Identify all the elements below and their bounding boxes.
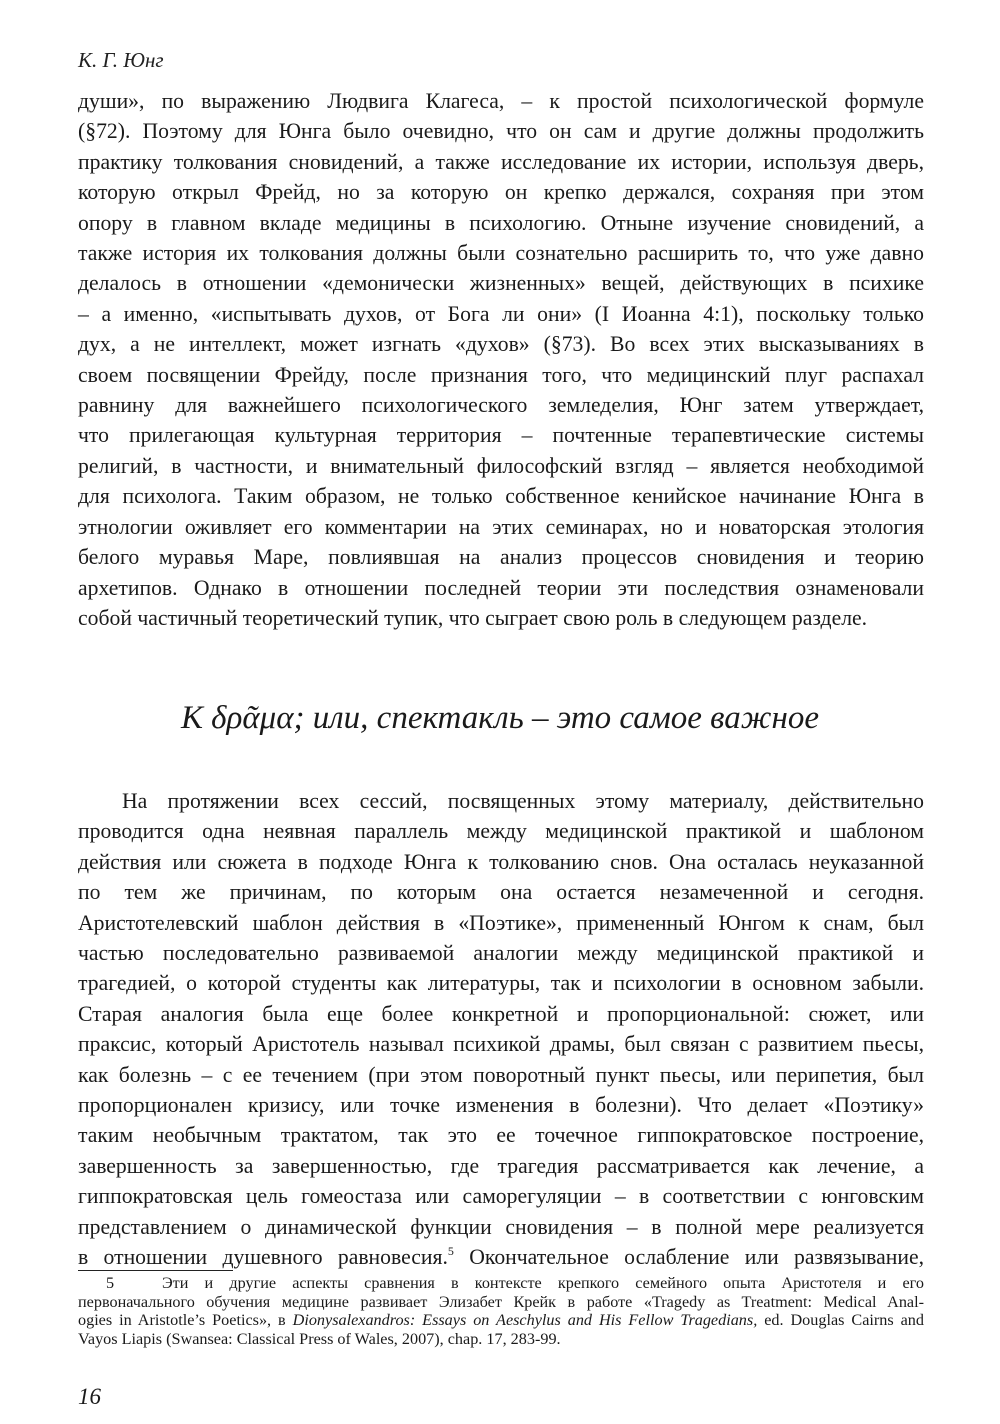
page-number: 16 xyxy=(78,1384,101,1409)
paragraph-2-line: На протяжении всех сессий, посвященных этому материалу, действительно xyxy=(122,789,924,813)
running-head: К. Г. Юнг xyxy=(78,48,164,72)
paragraph-2-line: по тем же причинам, по которым она остается незамеченной и сегодня. xyxy=(78,880,924,905)
footnote-reference[interactable]: 5 xyxy=(447,1244,454,1259)
paragraph-1-line: своем посвящении Фрейду, после признания того, что медицинский плуг распахал xyxy=(78,362,924,387)
footnote-text: Эти и другие аспекты сравнения в контексте крепкого семейного опыта Аристотеля и его xyxy=(162,1274,924,1292)
footnote-rule xyxy=(78,1270,233,1271)
paragraph-1-line: также история их толкования должны были сознательно расширить то, что уже давно xyxy=(78,241,924,266)
paragraph-1-line: которую открыл Фрейд, но за которую он крепко держался, сохраняя при этом xyxy=(78,180,924,205)
paragraph-2-line: как болезнь – с ее течением (при этом поворотный пункт пьесы, или перипетия, был xyxy=(78,1062,924,1087)
footnote-line xyxy=(78,1274,924,1293)
paragraph-2-line: гиппократовская цель гомеостаза или саморегуляции – в соответствии с юнговским xyxy=(78,1184,924,1209)
paragraph-1-line: этнологии оживляет его комментарии на этих семинарах, но и новаторская этология xyxy=(78,514,924,539)
paragraph-2-text: Окончательное ослабление или развязывание, xyxy=(453,1245,924,1270)
paragraph-1-line: белого муравья Маре, повлиявшая на анализ процессов сновидения и теорию xyxy=(78,545,924,570)
paragraph-1-line: архетипов. Однако в отношении последней теории эти последствия ознаменовали xyxy=(78,575,924,600)
paragraph-2-text: в отношении душевного равновесия. xyxy=(78,1245,448,1270)
paragraph-1-line: для психолога. Таким образом, не только собственное кенийское начинание Юнга в xyxy=(78,484,924,509)
paragraph-1 xyxy=(78,86,924,633)
paragraph-2-line: таким необычным трактатом, так это ее точечное гиппократовское построение, xyxy=(78,1123,924,1148)
footnote-text: ed. Douglas Cairns and xyxy=(757,1311,924,1330)
paragraph-1-line: дух, а не интеллект, может изгнать «духов» (§73). Во всех этих высказываниях в xyxy=(78,332,924,357)
paragraph-2-line: Аристотелевский шаблон действия в «Поэтике», примененный Юнгом к снам, был xyxy=(78,910,924,935)
paragraph-2-line: частью последовательно развиваемой аналогии между медицинской практикой и xyxy=(78,941,924,966)
footnote-book-title: Dionysalexandros: Essays on Aeschylus and His Fellow Tragedians, xyxy=(292,1311,758,1330)
paragraph-2-line: действия или сюжета в подходе Юнга к толкованию снов. Она осталась неуказанной xyxy=(78,849,924,874)
footnote-number: 5 xyxy=(106,1274,115,1292)
paragraph-1-line: что прилегающая культурная территория – почтенные терапевтические системы xyxy=(78,423,924,448)
paragraph-2 xyxy=(78,786,924,1273)
paragraph-1-line: собой частичный теоретический тупик, что сыграет свою роль в следующем разделе. xyxy=(78,605,868,630)
paragraph-2-line: Старая аналогия была еще более конкретной и пропорциональной: сюжет, или xyxy=(78,1001,924,1026)
paragraph-2-line: проводится одна неявная параллель между медицинской практикой и шаблоном xyxy=(78,819,924,844)
section-heading: К δρᾶμα; или, спектакль – это самое важное xyxy=(181,700,819,736)
paragraph-2-line xyxy=(78,1242,924,1272)
paragraph-2-line: пропорционален кризису, или точке изменения в болезни). Что делает «Поэтику» xyxy=(78,1093,924,1118)
paragraph-2-line: представлением о динамической функции сновидения – в полной мере реализуется xyxy=(78,1214,924,1239)
paragraph-1-line: религий, в частности, и внимательный философский взгляд – является необходимой xyxy=(78,453,924,478)
paragraph-1-line: практику толкования сновидений, а также исследование их истории, используя дверь, xyxy=(78,149,924,174)
footnote-line xyxy=(78,1311,924,1330)
paragraph-1-line: души», по выражению Людвига Клагеса, – к простой психологической формуле xyxy=(78,89,924,113)
paragraph-1-line: (§72). Поэтому для Юнга было очевидно, что он сам и другие должны продолжить xyxy=(78,119,924,144)
footnote-line: первоначального обучения медицине развивает Элизабет Крейк в работе «Tragedy as Treatment: Medical Anal- xyxy=(78,1292,924,1311)
paragraph-1-line: опору в главном вкладе медицины в психологию. Отныне изучение сновидений, а xyxy=(78,210,924,235)
paragraph-2-line: завершенность за завершенностью, где трагедия рассматривается как лечение, а xyxy=(78,1153,924,1178)
paragraph-1-line: – а именно, «испытывать духов, от Бога ли они» (I Иоанна 4:1), поскольку только xyxy=(78,301,924,326)
paragraph-1-line: делалось в отношении «демонически жизненных» вещей, действующих в психике xyxy=(78,271,924,296)
paragraph-1-line: равнину для важнейшего психологического земледелия, Юнг затем утверждает, xyxy=(78,393,924,418)
footnote xyxy=(78,1274,924,1348)
footnote-line: Vayos Liapis (Swansea: Classical Press of Wales, 2007), chap. 17, 283-99. xyxy=(78,1329,561,1348)
paragraph-2-line: трагедией, о которой студенты как литературы, так и психологии в основном забыли. xyxy=(78,971,924,996)
footnote-text: ogies in Aristotle’s Poetics», в xyxy=(78,1311,293,1330)
paragraph-2-line: праксис, который Аристотель называл психикой драмы, был связан с развитием пьесы, xyxy=(78,1032,924,1057)
